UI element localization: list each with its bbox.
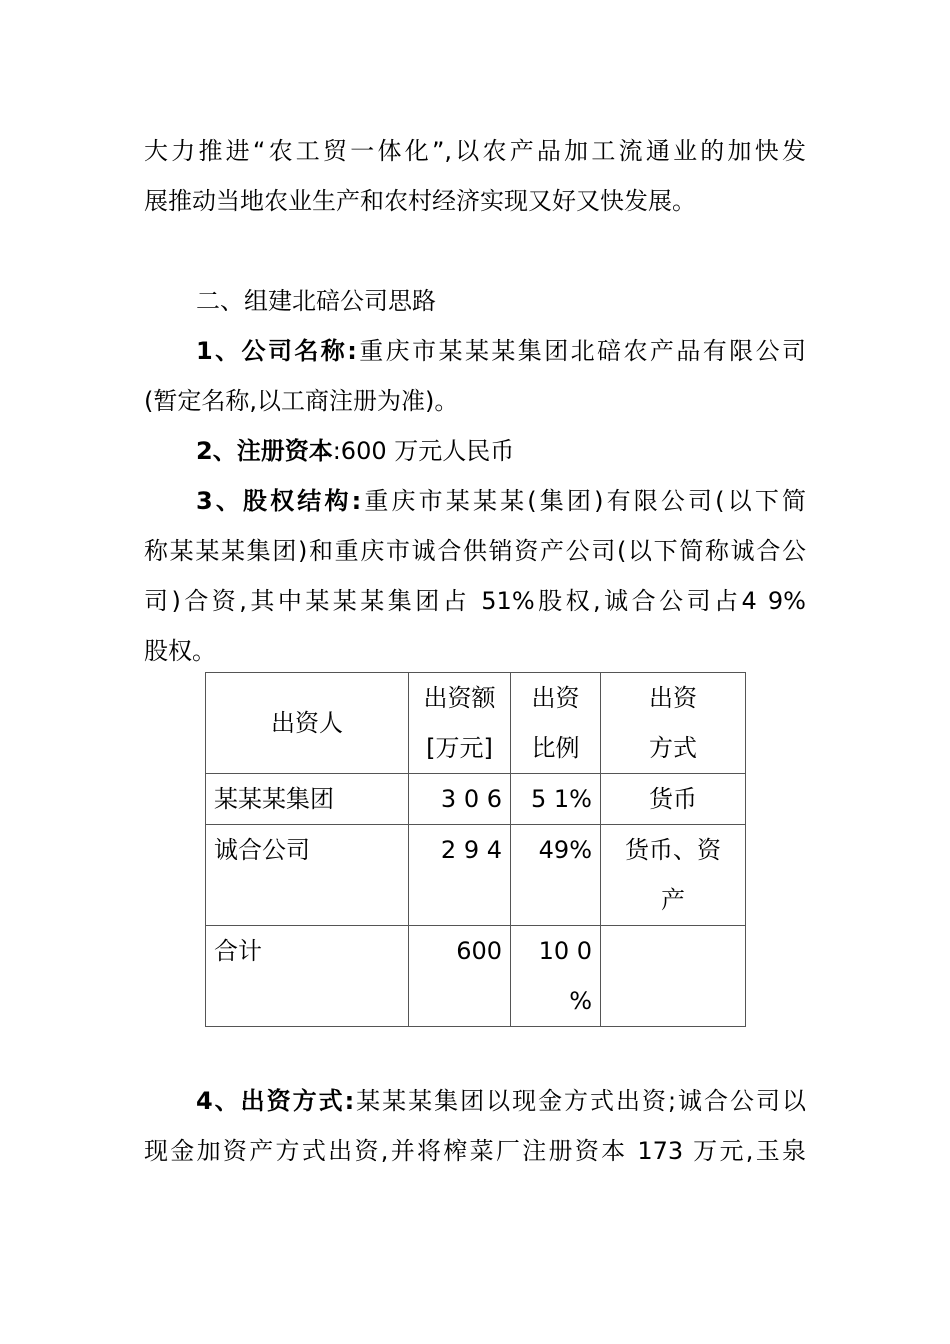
item4-text: 某某某集团以现金方式出资;诚合公司以	[354, 1087, 806, 1115]
intro-line-1: 大力推进“农工贸一体化”,以农产品加工流通业的加快发	[144, 137, 806, 165]
cell-investor: 诚合公司	[206, 825, 409, 926]
cell-ratio: 5 1%	[511, 774, 601, 825]
cell-amount: 2 9 4	[409, 825, 511, 926]
header-method	[601, 673, 746, 774]
table-row	[206, 825, 746, 926]
table-header-row	[206, 673, 746, 774]
table-total-row	[206, 926, 746, 1027]
cell-method	[601, 825, 746, 926]
cell-investor: 某某某集团	[206, 774, 409, 825]
cell-method-line-1: 货币、资	[625, 836, 721, 864]
item2-label: 2、注册资本	[196, 437, 333, 465]
table-row	[206, 774, 746, 825]
item1-line-1	[196, 326, 806, 376]
item3-text: 重庆市某某某(集团)有限公司(以下简	[361, 487, 806, 515]
item2-line	[196, 426, 806, 476]
header-method-line-2: 方式	[649, 734, 697, 762]
header-method-line-1: 出资	[649, 684, 697, 712]
item4-line-2: 现金加资产方式出资,并将榨菜厂注册资本 173 万元,玉泉	[144, 1137, 806, 1165]
cell-total-ratio-line-2: %	[569, 987, 592, 1015]
cell-ratio: 49%	[511, 825, 601, 926]
item4-label: 4、出资方式:	[196, 1087, 355, 1115]
item1-sep: :	[347, 337, 357, 365]
investment-table	[205, 672, 746, 1027]
cell-total-method	[601, 926, 746, 1027]
item3-line-4: 股权。	[144, 637, 216, 665]
item3-line-3: 司)合资,其中某某某集团占 51%股权,诚合公司占4 9%	[144, 587, 806, 615]
item3-label: 3、股权结构:	[196, 487, 362, 515]
header-ratio-line-1: 出资	[531, 684, 580, 712]
item1-label: 1、公司名称	[196, 337, 348, 365]
item4-line-1	[196, 1076, 806, 1126]
item2-sep: :	[332, 437, 341, 465]
header-ratio	[511, 673, 601, 774]
cell-total-ratio-line-1: 10 0	[538, 937, 592, 965]
item1-line-2: (暂定名称,以工商注册为准)。	[144, 387, 459, 415]
cell-amount: 3 0 6	[409, 774, 511, 825]
item2-text: 600 万元人民币	[340, 437, 515, 465]
header-amount	[409, 673, 511, 774]
header-amount-line-1: 出资额	[423, 684, 496, 712]
cell-total-label: 合计	[206, 926, 409, 1027]
cell-method: 货币	[601, 774, 746, 825]
cell-method-line-2: 产	[661, 886, 685, 914]
item3-line-2: 称某某某集团)和重庆市诚合供销资产公司(以下简称诚合公	[144, 537, 806, 565]
item1-text: 重庆市某某某集团北碚农产品有限公司	[356, 337, 807, 365]
header-ratio-line-2: 比例	[531, 734, 580, 762]
section-heading: 二、组建北碚公司思路	[196, 287, 436, 315]
cell-total-ratio	[511, 926, 601, 1027]
cell-total-amount: 600	[409, 926, 511, 1027]
item3-line-1	[196, 476, 806, 526]
header-amount-line-2: [万元]	[426, 734, 493, 762]
intro-line-2: 展推动当地农业生产和农村经济实现又好又快发展。	[144, 187, 696, 215]
header-investor: 出资人	[206, 673, 409, 774]
